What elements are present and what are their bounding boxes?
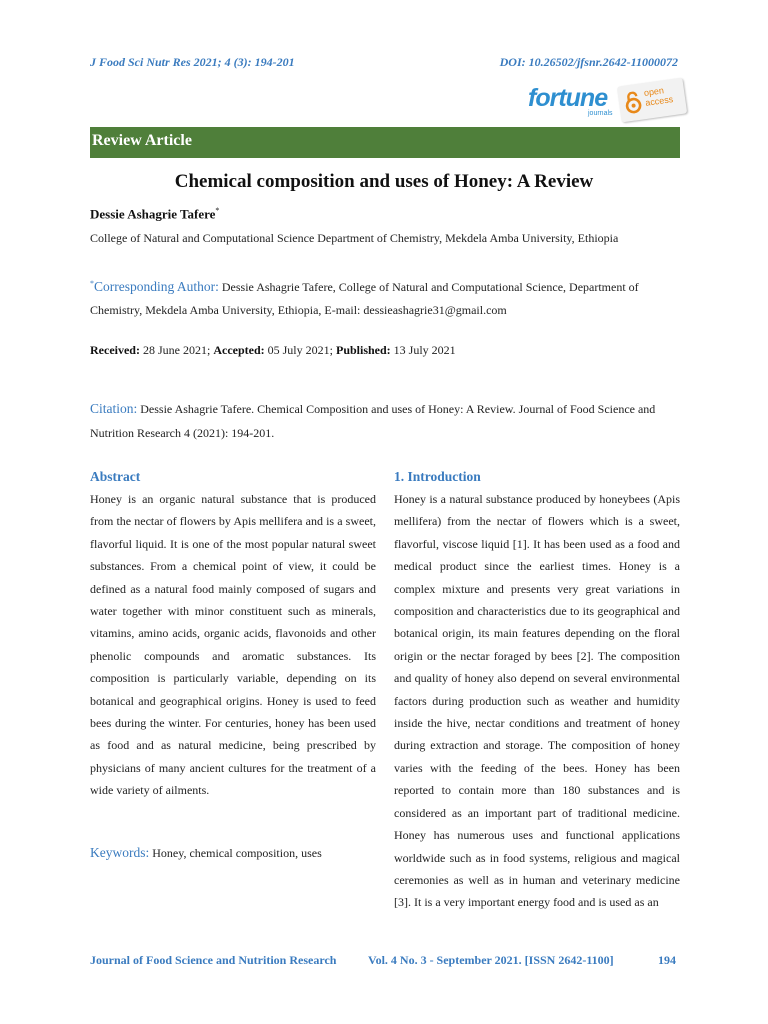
publisher-logo	[528, 78, 688, 124]
corresponding-text: Dessie Ashagrie Tafere, College of Natural and Computational Science, Department of Chemistry, Mekdela Amba University, Ethiopia, E-mail: dessieashagrie31@gmail.com	[90, 280, 639, 317]
open-access-line2: access	[644, 94, 674, 108]
open-access-lock-icon	[623, 90, 644, 114]
introduction-heading: 1. Introduction	[394, 469, 481, 484]
keywords	[90, 845, 322, 861]
publisher-brand-sub: journals	[588, 110, 613, 117]
journal-reference: J Food Sci Nutr Res 2021; 4 (3): 194-201	[90, 55, 295, 69]
footer-journal-name: Journal of Food Science and Nutrition Research	[90, 953, 337, 967]
corresponding-mark: *	[90, 279, 94, 288]
open-access-badge	[617, 78, 687, 123]
citation-text: Dessie Ashagrie Tafere. Chemical Composition and uses of Honey: A Review. Journal of Food Science and Nutrition Research 4 (2021): 194-201.	[90, 402, 656, 440]
citation-label: Citation:	[90, 401, 138, 416]
corresponding-label: Corresponding Author:	[94, 279, 219, 294]
doi-link[interactable]: DOI: 10.26502/jfsnr.2642-11000072	[499, 55, 678, 69]
keywords-text: Honey, chemical composition, uses	[152, 846, 322, 860]
citation	[90, 397, 680, 445]
publisher-brand: fortune	[528, 84, 608, 112]
abstract-heading: Abstract	[90, 469, 141, 484]
author-name: Dessie Ashagrie Tafere*	[90, 206, 220, 222]
abstract-text: Honey is an organic natural substance that is produced from the nectar of flowers by Apis mellifera and is a sweet, flavorful liquid. It is one of the most popular natural sweet substances. From a chemical point of view, it could be defined as a natural food mainly composed of sugars and water together with minor constituent such as minerals, vitamins, amino acids, organic acids, flavonoids and other phenolic compounds and aromatic substances. Its composition is particularly variable, depending on its botanical and geographical origins. Honey is used to feed bees during the winter. For centuries, honey has been used as food and as natural medicine, being prescribed by physicians of many ancient cultures for the treatment of a wide variety of ailments.	[90, 492, 376, 798]
article-type-label: Review Article	[92, 132, 192, 149]
introduction-text: Honey is a natural substance produced by honeybees (Apis mellifera) from the nectar of flowers which is a sweet, flavorful, viscose liquid [1]. It has been used as a food and medical product since the earliest times. Honey is a complex mixture and presents very great variations in composition and characteristics due to its geographical and botanical origin, its main features depending on the floral origin or the nectar foraged by bees [2]. The composition and quality of honey also depend on several environmental factors during production such as weather and humidity inside the hive, nectar conditions and treatment of honey during extraction and storage. The composition of honey varies with the feeding of the bees. Honey has been reported to contain more than 180 substances and is considered as an important part of traditional medicine. Honey has numerous uses and functional applications worldwide such as in food systems, religious and magical ceremonies as well as in human and veterinary medicine [3]. It is a very important energy food and is used as an	[394, 492, 680, 910]
publication-dates: Received: 28 June 2021; Accepted: 05 July 2021; Published: 13 July 2021	[90, 343, 456, 357]
article-title: Chemical composition and uses of Honey: A Review	[174, 171, 594, 192]
keywords-label: Keywords:	[90, 845, 150, 860]
author-affiliation: College of Natural and Computational Science Department of Chemistry, Mekdela Amba University, Ethiopia	[90, 231, 619, 245]
corresponding-author	[90, 272, 680, 322]
footer-page-number: 194	[658, 953, 676, 967]
article-type-banner	[90, 127, 680, 158]
footer-volume-info: Vol. 4 No. 3 - September 2021. [ISSN 2642-1100]	[368, 953, 614, 967]
open-access-line1: open	[643, 85, 665, 99]
